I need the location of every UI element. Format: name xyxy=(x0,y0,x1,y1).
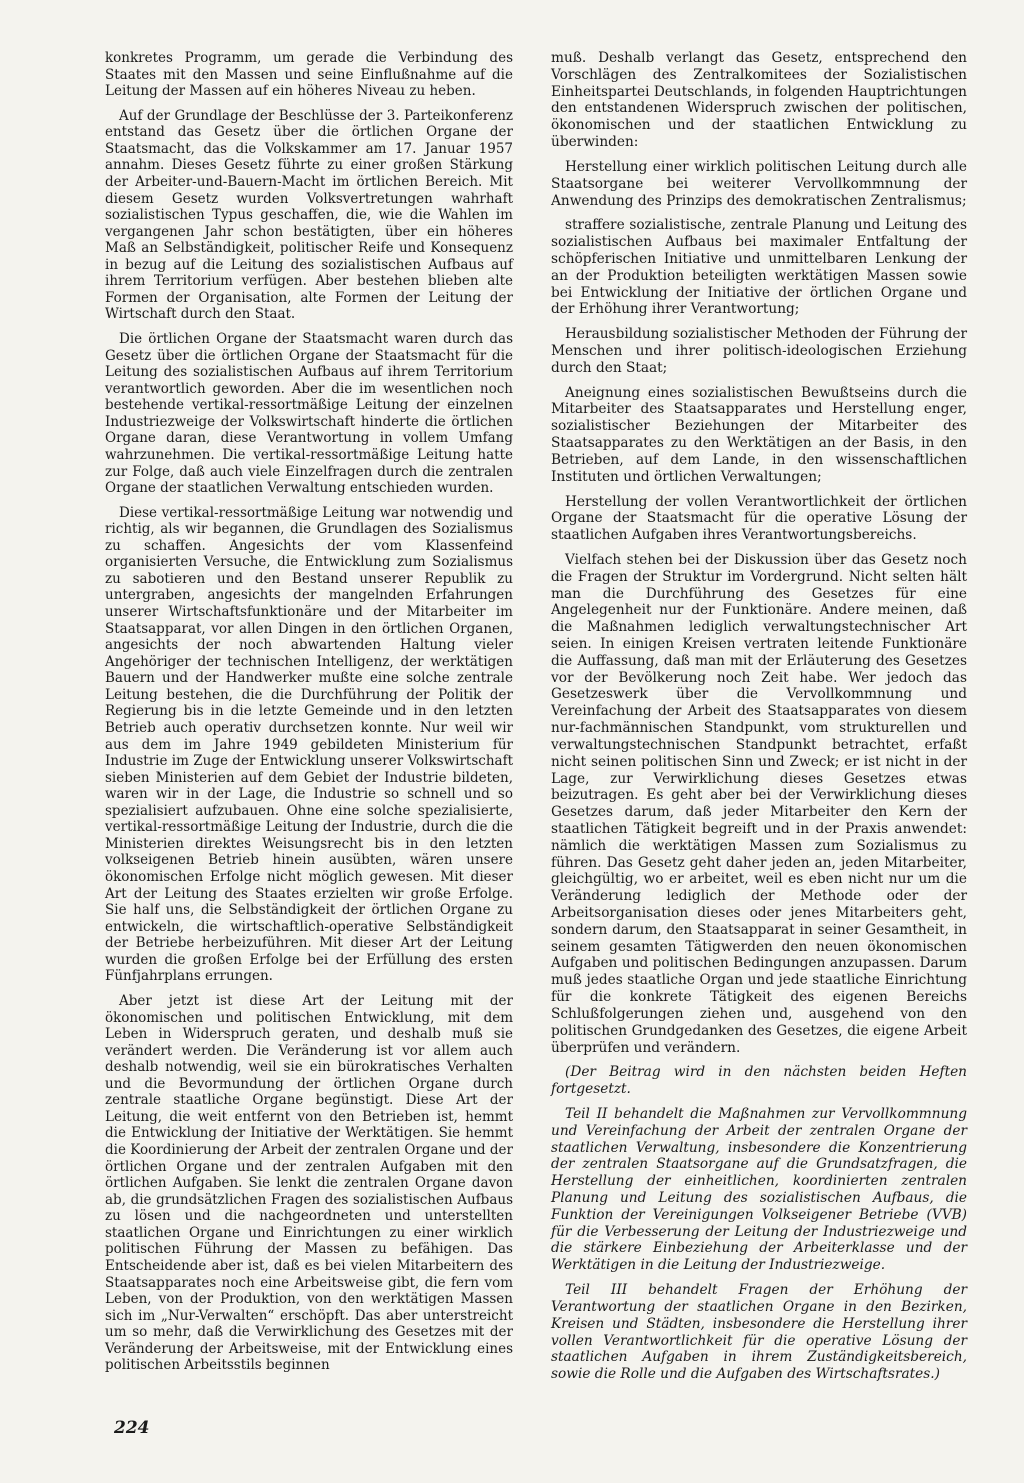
paragraph: muß. Deshalb verlangt das Gesetz, entsprechend den Vorschlägen des Zentralkomitees der Sozialistischen Einheitspartei Deutschlands, in folgenden Hauptrichtungen den entstandenen Widerspruch zwischen der politischen, ökonomischen und der staatlichen Entwicklung zu überwinden: xyxy=(551,50,967,151)
editorial-note: Teil III behandelt Fragen der Erhöhung der Verantwortung der staatlichen Organe in den Bezirken, Kreisen und Städten, insbesondere die Herstellung ihrer vollen Verantwortlichkeit für die operative Lösung der staatlichen Aufgaben in ihrem Zuständigkeitsbereich, sowie die Rolle und die Aufgaben des Wirtschaftsrates.) xyxy=(551,1282,967,1383)
paragraph: Diese vertikal-ressortmäßige Leitung war notwendig und richtig, als wir begannen, die Grundlagen des Sozialismus zu schaffen. Angesichts der vom Klassenfeind organisierten Versuche, die Entwicklung zum Sozialismus zu sabotieren und den Bestand unserer Republik zu untergraben, angesichts der mangelnden Erfahrungen unserer Wirtschaftsfunktionäre und der Mitarbeiter im Staatsapparat, vor allen Dingen in den örtlichen Organen, angesichts der noch abwartenden Haltung vieler Angehöriger der technischen Intelligenz, der werktätigen Bauern und der Handwerker mußte eine solche zentrale Leitung bestehen, die die Durchführung der Politik der Regierung bis in die letzte Gemeinde und in den letzten Betrieb auch operativ durchsetzen konnte. Nur weil wir aus dem im Jahre 1949 gebildeten Ministerium für Industrie im Zuge der Entwicklung unserer Volkswirtschaft sieben Ministerien auf dem Gebiet der Industrie bildeten, waren wir in der Lage, die Industrie so schnell und so spezialisiert aufzubauen. Ohne eine solche spezialisierte, vertikal-ressortmäßige Leitung der Industrie, durch die die Ministerien direktes Weisungsrecht bis in den letzten volkseigenen Betrieb hinein ausübten, wären unsere ökonomischen Erfolge nicht möglich gewesen. Mit dieser Art der Leitung des Staates erzielten wir große Erfolge. Sie half uns, die Selbständigkeit der örtlichen Organe zu entwickeln, die wirtschaftlich-operative Selbständigkeit der Betriebe herbeizuführen. Mit dieser Art der Leitung wurden die großen Erfolge bei der Erfüllung des ersten Fünfjahrplans errungen. xyxy=(105,504,513,985)
list-item: Herausbildung sozialistischer Methoden der Führung der Menschen und ihrer politisch-ideologischen Erziehung durch den Staat; xyxy=(551,326,967,376)
list-item: straffere sozialistische, zentrale Planung und Leitung des sozialistischen Aufbaus bei maximaler Entfaltung der schöpferischen Initiative und unmittelbaren Lenkung der an der Produktion beteiligten werktätigen Massen sowie bei Entwicklung der Initiative der örtlichen Organe und der Erhöhung ihrer Verantwortung; xyxy=(551,217,967,318)
paragraph: konkretes Programm, um gerade die Verbindung des Staates mit den Massen und seine Einflußnahme auf die Leitung der Massen auf ein höheres Niveau zu heben. xyxy=(105,50,513,100)
list-item: Aneignung eines sozialistischen Bewußtseins durch die Mitarbeiter des Staatsapparates und Herstellung enger, sozialistischer Beziehungen der Mitarbeiter des Staatsapparates zu den Werktätigen an der Basis, in den Betrieben, auf dem Lande, in den wissenschaftlichen Instituten und örtlichen Verwaltungen; xyxy=(551,384,967,485)
editorial-note: Teil II behandelt die Maßnahmen zur Vervollkommnung und Vereinfachung der Arbeit der zentralen Organe der staatlichen Verwaltung, insbesondere die Konzentrierung der zentralen Staatsorgane auf die Grundsatzfragen, die Herstellung der einheitlichen, koordinierten zentralen Planung und Leitung des sozialistischen Aufbaus, die Funktion der Vereinigungen Volkseigener Betriebe (VVB) für die Verbesserung der Leitung der Industriezweige und die stärkere Einbeziehung der Arbeiterklasse und der Werktätigen in die Leitung der Industriezweige. xyxy=(551,1105,967,1274)
paragraph: Vielfach stehen bei der Diskussion über das Gesetz noch die Fragen der Struktur im Vordergrund. Nicht selten hält man die Durchführung des Gesetzes für eine Angelegenheit nur der Funktionäre. Andere meinen, daß die Maßnahmen lediglich verwaltungstechnischer Art seien. In einigen Kreisen vertraten leitende Funktionäre die Auffassung, daß man mit der Erläuterung des Gesetzes vor der Bevölkerung noch Zeit habe. Wer jedoch das Gesetzeswerk über die Vervollkommnung und Vereinfachung der Arbeit des Staatsapparates von diesem nur-fachmännischen Standpunkt, vom strukturellen und verwaltungstechnischen Standpunkt betrachtet, erfaßt nicht seinen politischen Sinn und Zweck; er ist nicht in der Lage, zur Verwirklichung dieses Gesetzes etwas beizutragen. Es geht aber bei der Verwirklichung dieses Gesetzes darum, daß jeder Mitarbeiter den Kern der staatlichen Tätigkeit begreift und in der Praxis anwendet: nämlich die werktätigen Massen zum Sozialismus zu führen. Das Gesetz geht daher jeden an, jeden Mitarbeiter, gleichgültig, wo er arbeitet, weil es eben nicht nur um die Veränderung lediglich der Methode oder der Arbeitsorganisation dieses oder jenes Mitarbeiters geht, sondern darum, den Staatsapparat in seiner Gesamtheit, in seinem gesamten Tätigwerden den neuen ökonomischen Aufgaben und politischen Bedingungen anzupassen. Darum muß jedes staatliche Organ und jede staatliche Einrichtung für die konkrete Tätigkeit des eigenen Bereichs Schlußfolgerungen ziehen und, ausgehend von den politischen Grundgedanken des Gesetzes, die eigene Arbeit überprüfen und verändern. xyxy=(551,551,967,1056)
left-column xyxy=(105,50,513,1382)
right-column xyxy=(551,50,967,1391)
list-item: Herstellung der vollen Verantwortlichkeit der örtlichen Organe der Staatsmacht für die operative Lösung der staatlichen Aufgaben ihres Verantwortungsbereichs. xyxy=(551,493,967,544)
list-item: Herstellung einer wirklich politischen Leitung durch alle Staatsorgane bei weiterer Vervollkommnung der Anwendung des Prinzips des demokratischen Zentralismus; xyxy=(551,158,967,209)
page-number: 224 xyxy=(114,1418,150,1438)
editorial-note: (Der Beitrag wird in den nächsten beiden Heften fortgesetzt. xyxy=(551,1064,967,1098)
paragraph: Aber jetzt ist diese Art der Leitung mit der ökonomischen und politischen Entwicklung, mit dem Leben in Widerspruch geraten, und deshalb muß sie verändert werden. Die Veränderung ist vor allem auch deshalb notwendig, weil sie ein bürokratisches Verhalten und die Bevormundung der örtlichen Organe durch zentrale staatliche Organe begünstigt. Diese Art der Leitung, die weit entfernt von den Betrieben ist, hemmt die Entwicklung der Initiative der Werktätigen. Sie hemmt die Koordinierung der Arbeit der zentralen Organe und der örtlichen Organe und der zentralen Aufgaben mit den örtlichen Aufgaben. Sie lenkt die zentralen Organe davon ab, die grundsätzlichen Fragen des sozialistischen Aufbaus zu lösen und die nachgeordneten und unterstellten staatlichen Organe und Einrichtungen zu einer wirklich politischen Führung der Massen zu befähigen. Das Entscheidende aber ist, daß es bei vielen Mitarbeitern des Staatsapparates noch eine Arbeitsweise gibt, die fern vom Leben, von der Produktion, von den werktätigen Massen sich im „Nur-Verwalten“ erschöpft. Das aber unterstreicht um so mehr, daß die Verwirklichung des Gesetzes mit der Veränderung der Arbeitsweise, mit der Entwicklung eines politischen Arbeitsstils beginnen xyxy=(105,992,513,1374)
paragraph: Auf der Grundlage der Beschlüsse der 3. Parteikonferenz entstand das Gesetz über die örtlichen Organe der Staatsmacht, das die Volkskammer am 17. Januar 1957 annahm. Dieses Gesetz führte zu einer großen Stärkung der Arbeiter-und-Bauern-Macht im örtlichen Bereich. Mit diesem Gesetz wurden Volksvertretungen wahrhaft sozialistischen Typus geschaffen, die, wie die Wahlen im vergangenen Jahr schon bestätigten, über ein höheres Maß an Selbständigkeit, politischer Reife und Konsequenz in bezug auf die Leitung des sozialistischen Aufbaus auf ihrem Territorium verfügen. Aber bestehen blieben alte Formen der Organisation, alte Formen der Leitung der Wirtschaft durch den Staat. xyxy=(105,107,513,323)
paragraph: Die örtlichen Organe der Staatsmacht waren durch das Gesetz über die örtlichen Organe der Staatsmacht für die Leitung des sozialistischen Aufbaus auf ihrem Territorium verantwortlich geworden. Aber die im wesentlichen noch bestehende vertikal-ressortmäßige Leitung der einzelnen Industriezweige der Volkswirtschaft hinderte die örtlichen Organe daran, diese Verantwortung in vollem Umfang wahrzunehmen. Die vertikal-ressortmäßige Leitung hatte zur Folge, daß auch viele Einzelfragen durch die zentralen Organe der staatlichen Verwaltung entschieden wurden. xyxy=(105,331,513,497)
